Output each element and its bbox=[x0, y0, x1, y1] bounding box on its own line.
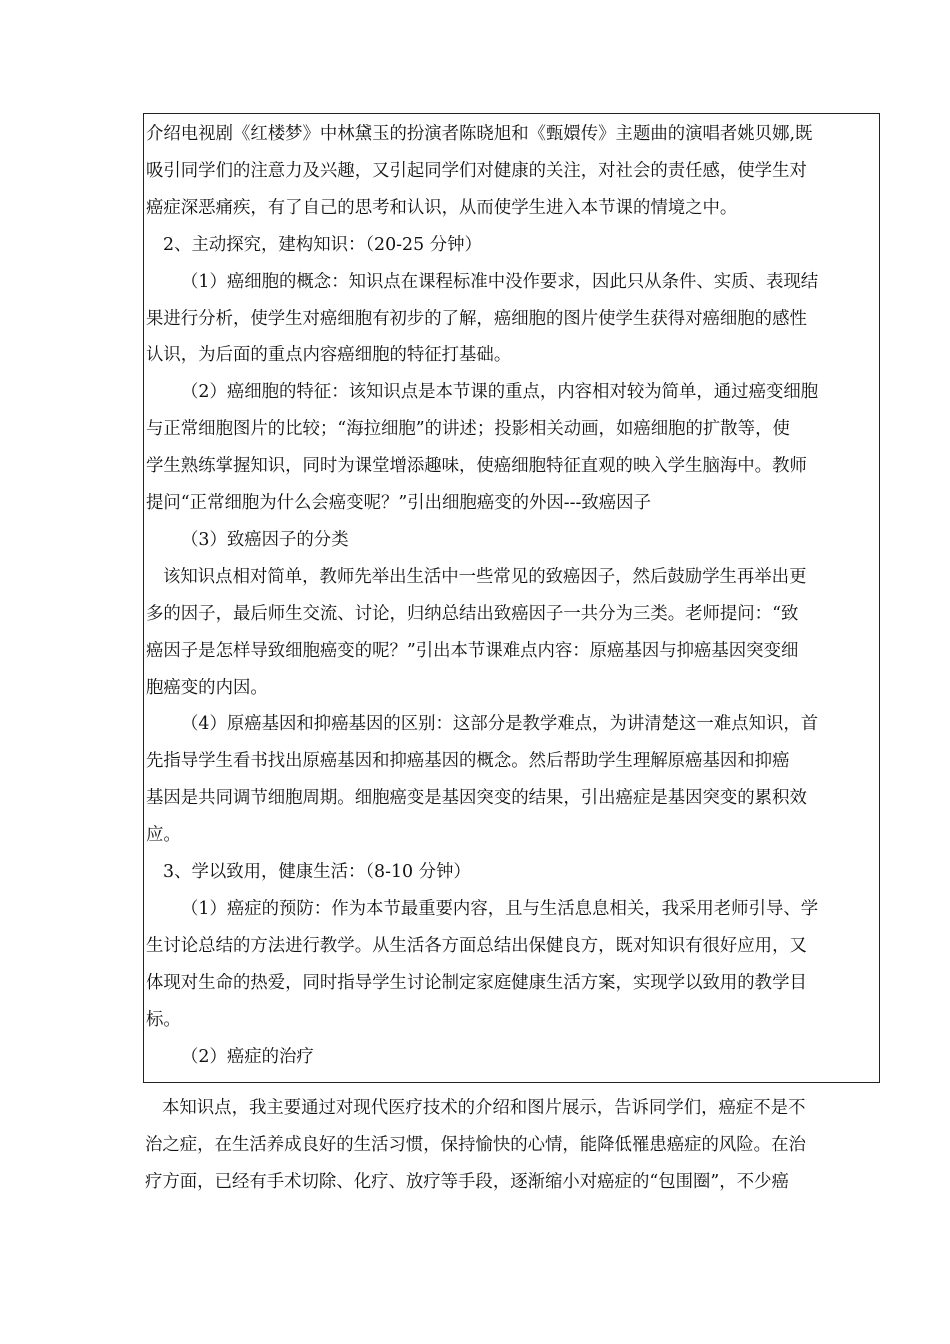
lesson-plan-table-cell bbox=[143, 113, 880, 1083]
paragraph-line: 本知识点，我主要通过对现代医疗技术的介绍和图片展示，告诉同学们，癌症不是不 bbox=[162, 1098, 806, 1118]
paragraph-line: 3、学以致用，健康生活：（8-10 分钟） bbox=[163, 862, 471, 882]
paragraph-line: 果进行分析，使学生对癌细胞有初步的了解，癌细胞的图片使学生获得对癌细胞的感性 bbox=[146, 308, 807, 329]
paragraph-line: （1）癌症的预防：作为本节最重要内容，且与生活息息相关，我采用老师引导、学 bbox=[181, 898, 819, 919]
paragraph-line: （2）癌症的治疗 bbox=[181, 1046, 314, 1067]
paragraph-line: 癌症深恶痛疾，有了自己的思考和认识，从而使学生进入本节课的情境之中。 bbox=[146, 197, 738, 218]
paragraph-line: 基因是共同调节细胞周期。细胞癌变是基因突变的结果，引出癌症是基因突变的累积效 bbox=[146, 788, 807, 809]
paragraph-line: 学生熟练掌握知识，同时为课堂增添趣味，使癌细胞特征直观的映入学生脑海中。教师 bbox=[146, 456, 807, 477]
paragraph-line: 先指导学生看书找出原癌基因和抑癌基因的概念。然后帮助学生理解原癌基因和抑癌 bbox=[146, 751, 790, 772]
paragraph-line: 认识，为后面的重点内容癌细胞的特征打基础。 bbox=[146, 345, 512, 366]
paragraph-line: （2）癌细胞的特征：该知识点是本节课的重点，内容相对较为简单，通过癌变细胞 bbox=[181, 382, 819, 403]
paragraph-line: 胞癌变的内因。 bbox=[146, 677, 268, 698]
paragraph-line: 提问“正常细胞为什么会癌变呢？”引出细胞癌变的外因---致癌因子 bbox=[146, 493, 651, 513]
paragraph-line: （4）原癌基因和抑癌基因的区别：这部分是教学难点，为讲清楚这一难点知识，首 bbox=[181, 714, 819, 735]
paragraph-line: 生讨论总结的方法进行教学。从生活各方面总结出保健良方，既对知识有很好应用，又 bbox=[146, 935, 807, 956]
paragraph-line: （3）致癌因子的分类 bbox=[181, 529, 349, 550]
paragraph-line: 应。 bbox=[146, 825, 181, 846]
paragraph-line: （1）癌细胞的概念：知识点在课程标准中没作要求，因此只从条件、实质、表现结 bbox=[181, 271, 819, 292]
paragraph-line: 疗方面，已经有手术切除、化疗、放疗等手段，逐渐缩小对癌症的“包围圈”，不少癌 bbox=[145, 1172, 789, 1192]
paragraph-line: 多的因子，最后师生交流、讨论，归纳总结出致癌因子一共分为三类。老师提问：“致 bbox=[146, 603, 799, 624]
paragraph-line: 吸引同学们的注意力及兴趣，又引起同学们对健康的关注，对社会的责任感，使学生对 bbox=[146, 160, 807, 181]
paragraph-line: 治之症，在生活养成良好的生活习惯，保持愉快的心情，能降低罹患癌症的风险。在治 bbox=[145, 1135, 806, 1155]
paragraph-line: 该知识点相对简单，教师先举出生活中一些常见的致癌因子，然后鼓励学生再举出更 bbox=[163, 566, 807, 587]
paragraph-line: 体现对生命的热爱，同时指导学生讨论制定家庭健康生活方案，实现学以致用的教学目 bbox=[146, 972, 807, 993]
paragraph-line: 2、主动探究，建构知识：（20-25 分钟） bbox=[163, 234, 482, 255]
paragraph-line: 癌因子是怎样导致细胞癌变的呢？”引出本节课难点内容：原癌基因与抑癌基因突变细 bbox=[146, 640, 799, 661]
paragraph-line: 介绍电视剧《红楼梦》中林黛玉的扮演者陈晓旭和《甄嬛传》主题曲的演唱者姚贝娜,既 bbox=[146, 124, 813, 144]
paragraph-line: 与正常细胞图片的比较；“海拉细胞”的讲述；投影相关动画，如癌细胞的扩散等，使 bbox=[146, 419, 790, 440]
paragraph-line: 标。 bbox=[146, 1009, 181, 1030]
